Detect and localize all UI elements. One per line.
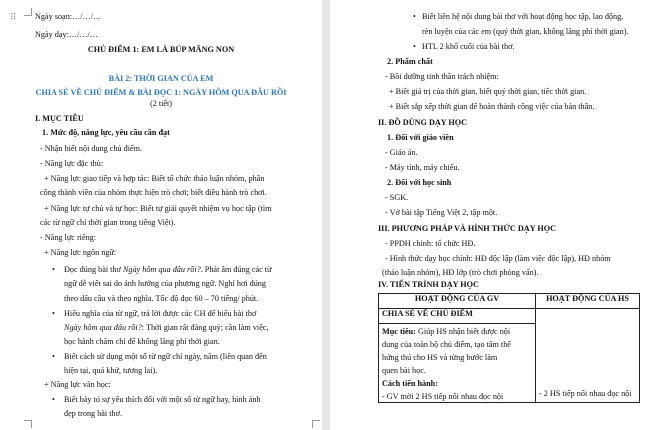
body-line: + Năng lực ngôn ngữ:: [44, 248, 117, 257]
section-objectives: I. MỤC TIÊU: [35, 114, 84, 123]
table-cell-teacher: [379, 324, 536, 403]
bullet-dot-icon: •: [52, 395, 55, 404]
table-header-teacher: HOẠT ĐỘNG CỦA GV: [379, 294, 536, 309]
document-page-right: [330, 0, 650, 430]
bullet-text: học hành chăm chỉ để không lãng phí thời gian.: [64, 337, 220, 346]
table-row: [379, 309, 640, 324]
body-line: - Vở bài tập Tiếng Việt 2, tập một.: [385, 208, 498, 217]
body-line: + Biết giá trị của thời gian, biết quý thời gian, tiếc thời gian.: [389, 87, 587, 96]
table-cell-text: - GV mời 2 HS tiếp nối nhau đọc nội: [382, 392, 504, 401]
table-cell-text: Cách tiến hành:: [382, 379, 438, 388]
document-page-left: [0, 0, 322, 430]
subsection-qualities: 2. Phẩm chất: [387, 57, 433, 66]
body-line: + Năng lực giao tiếp và hợp tác: Biết tổ chức thảo luận nhóm, phân: [44, 174, 265, 183]
activity-table: [378, 293, 640, 403]
body-line: - Năng lực đặc thù:: [40, 159, 104, 168]
table-header-row: [379, 294, 640, 309]
table-cell-text: Mục tiêu: Giúp HS nhận biết được nội: [382, 327, 511, 336]
table-cell-text: hứng thú cho HS và từng bước làm: [382, 353, 498, 362]
bullet-text: Hiểu nghĩa của từ ngữ, trả lời được các CH để hiểu bài thơ: [64, 309, 257, 318]
bullet-dot-icon: •: [52, 309, 55, 318]
body-line: - Bồi dưỡng tinh thần trách nhiệm:: [385, 72, 499, 81]
body-line: - Giáo án.: [385, 148, 418, 157]
bullet-text: Ngày hôm qua đâu rồi?: Thời gian rất đáng quý; cần làm việc,: [64, 323, 269, 332]
table-header-student: HOẠT ĐỘNG CỦA HS: [536, 294, 640, 309]
bullet-text: hiện tại, quá khứ, tương lai).: [64, 366, 158, 375]
period-count: (2 tiết): [149, 99, 173, 108]
lesson-title: BÀI 2: THỜI GIAN CỦA EM: [108, 74, 214, 83]
bullet-text: ngữ dễ viết sai do ảnh hưởng của phương ngữ. Nghỉ hơi đúng: [64, 279, 266, 288]
table-cell-student: [536, 309, 640, 403]
body-line: - PPDH chính: tổ chức HĐ.: [385, 239, 476, 248]
body-line: - Năng lực riêng:: [40, 233, 97, 242]
margin-corner-mark: [312, 420, 320, 428]
bullet-text: theo dấu câu và theo nghĩa. Tốc độ đọc 60 – 70 tiếng/ phút.: [64, 294, 259, 303]
table-cell-text: - 2 HS tiếp nối nhau đọc nội: [539, 389, 632, 398]
bullet-dot-icon: •: [413, 12, 416, 21]
bullet-text: HTL 2 khổ cuối của bài thơ.: [422, 42, 515, 51]
section-materials: II. ĐỒ DÙNG DẠY HỌC: [378, 118, 468, 127]
move-handle-icon[interactable]: ⠿: [10, 12, 17, 22]
bullet-dot-icon: •: [52, 352, 55, 361]
subsection-teacher: 1. Đối với giáo viên: [387, 133, 454, 142]
bullet-text: rèn luyện của các em (quý thời gian, không lãng phí thời gian).: [422, 27, 629, 36]
body-line: + Biết sắp xếp thời gian để hoàn thành công việc của bản thân.: [389, 102, 595, 111]
body-line: + Năng lực văn học:: [44, 380, 111, 389]
body-line: (thảo luận nhóm), HĐ lớp (trò chơi phỏng vấn).: [382, 268, 539, 277]
body-line: - Máy tính, máy chiếu.: [385, 163, 460, 172]
body-line: - Nhận biết nội dung chủ điểm.: [40, 144, 143, 153]
table-row-title: CHIA SẺ VỀ CHỦ ĐIỂM: [379, 309, 536, 324]
bullet-text: Biết liên hệ nội dung bài thơ với hoạt động học tập, lao động,: [422, 12, 624, 21]
subsection-student: 2. Đối với học sinh: [387, 178, 452, 187]
body-line: các từ ngữ chỉ thời gian trong tiếng Việt).: [40, 218, 176, 227]
date-taught: Ngày dạy:…/…/…: [35, 30, 98, 39]
bullet-dot-icon: •: [413, 42, 416, 51]
section-procedure: IV. TIẾN TRÌNH DẠY HỌC: [378, 280, 479, 289]
date-prepared: Ngày soạn:…/…/…: [35, 12, 102, 21]
lesson-subtitle: CHIA SẺ VỀ CHỦ ĐIỂM & BÀI ĐỌC 1: NGÀY HÔM QUA ĐÂU RỒI: [35, 88, 287, 97]
bullet-text: Biết cách sử dụng một số từ ngữ chỉ ngày, năm (liên quan đến: [64, 352, 267, 361]
body-line: + Năng lực tự chủ và tự học: Biết tự giải quyết nhiệm vụ học tập (tìm: [44, 204, 272, 213]
table-cell-text: dung của toàn bộ chủ điểm, tạo tâm thế: [382, 340, 511, 349]
section-methods: III. PHƯƠNG PHÁP VÀ HÌNH THỨC DẠY HỌC: [378, 224, 557, 233]
body-line: - SGK.: [385, 193, 409, 202]
table-cell-text: quen bài học.: [382, 366, 426, 375]
body-line: - Hình thức dạy học chính: HĐ độc lập (làm việc độc lập), HĐ nhóm: [385, 254, 611, 263]
bullet-text: Đọc đúng bài thơ Ngày hôm qua đâu rồi?. Phát âm đúng các từ: [64, 265, 272, 274]
margin-corner-mark: [24, 8, 32, 16]
page-gap: [322, 0, 330, 430]
chapter-title: CHỦ ĐIỂM 1: EM LÀ BÚP MĂNG NON: [87, 45, 235, 54]
body-line: công thành viên của nhóm thực hiện trò chơi; biết điều hành trò chơi.: [40, 188, 267, 197]
subsection-competencies: 1. Mức độ, năng lực, yêu cầu cần đạt: [42, 128, 170, 137]
bullet-text: Biết bày tỏ sự yêu thích đối với một số từ ngữ hay, hình ảnh: [64, 395, 261, 404]
bullet-text: đẹp trong bài thơ.: [64, 409, 122, 418]
margin-corner-mark: [24, 420, 32, 428]
bullet-dot-icon: •: [52, 265, 55, 274]
